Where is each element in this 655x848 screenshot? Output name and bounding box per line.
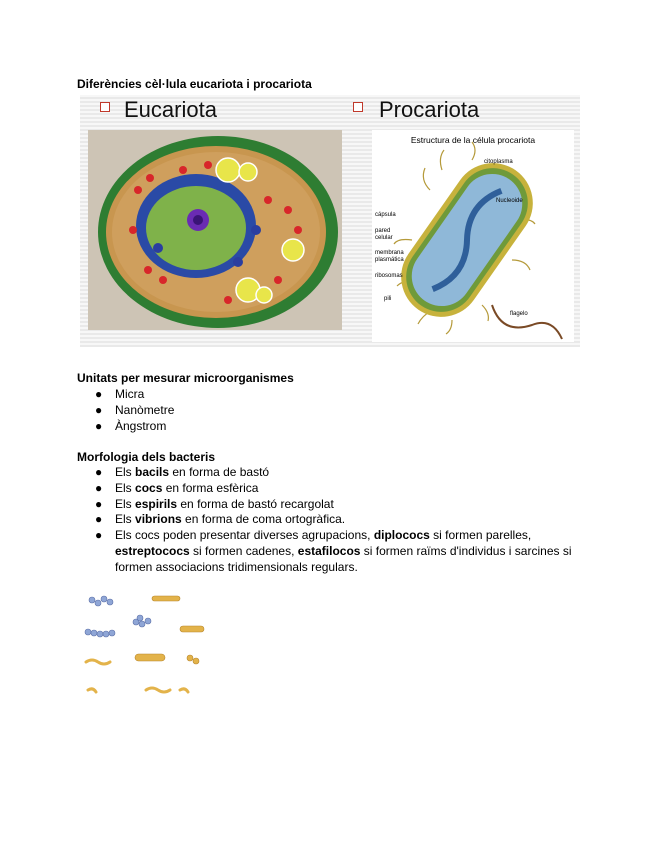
label-capsula: cápsula xyxy=(375,212,396,218)
units-list xyxy=(77,387,174,434)
label-membrana: membrana xyxy=(375,250,404,256)
section-title-morphology: Morfologia dels bacteris xyxy=(77,450,216,464)
eukaryote-bullet-icon xyxy=(100,102,110,112)
label-citoplasma: citoplasma xyxy=(484,159,513,165)
morphology-list xyxy=(77,465,587,576)
cell-comparison-banner xyxy=(80,95,580,347)
label-pared: pared xyxy=(375,228,391,234)
list-item: ● Els bacils en forma de bastó xyxy=(95,465,270,479)
list-item: ● Nanòmetre xyxy=(95,402,175,417)
list-item: ● Micra xyxy=(95,387,145,401)
list-item: ● Els cocs poden presentar diverses agrupacions, diplococs si formen parelles, estreptococs si formen cadenes, estafilocos si formen raïms d'individus i sarcines si formen associacions tridimensionals regulars. xyxy=(95,528,572,574)
label-celular: celular xyxy=(375,235,393,241)
pro-diagram-title: Estructura de la célula procariota xyxy=(410,135,536,145)
prokaryote-bullet-icon xyxy=(353,102,363,112)
prokaryote-label: Procariota xyxy=(379,97,480,122)
list-item: ● Àngstrom xyxy=(95,418,167,433)
label-ribosomas: ribosomas xyxy=(375,273,403,279)
list-item: ● Els espirils en forma de bastó recargolat xyxy=(95,496,334,511)
label-nucleoide: Nucleoide xyxy=(496,198,523,204)
prokaryotic-cell-image xyxy=(372,130,574,342)
list-item: ● Els cocs en forma esfèrica xyxy=(95,480,259,495)
label-pili: pili xyxy=(384,296,392,302)
section-title-units: Unitats per mesurar microorganismes xyxy=(77,371,294,385)
bacteria-shapes-image xyxy=(80,590,215,705)
eukaryotic-cell-image xyxy=(88,130,342,330)
eukaryote-label: Eucariota xyxy=(124,97,217,122)
label-flagelo: flagelo xyxy=(510,311,528,317)
section-title-cell-differences: Diferències cèl·lula eucariota i procariota xyxy=(77,77,312,91)
list-item: ● Els vibrions en forma de coma ortogràfica. xyxy=(95,512,346,527)
label-plasmatica: plasmática xyxy=(375,257,404,263)
